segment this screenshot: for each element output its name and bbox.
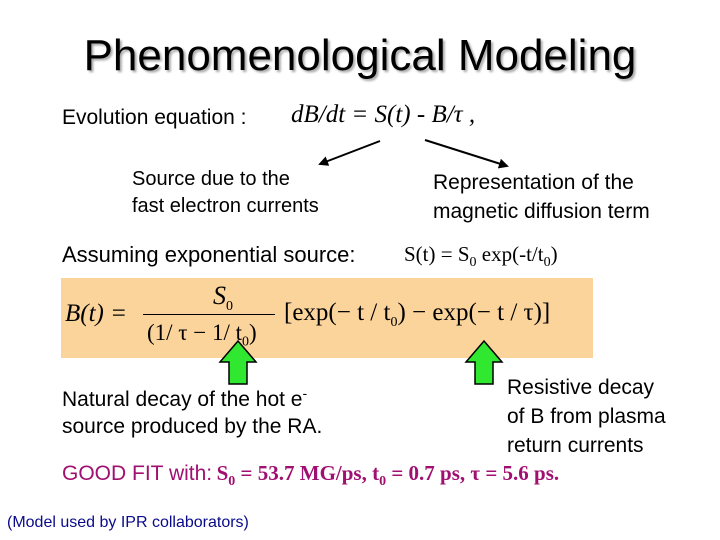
assumption-formula: $S(t) = S_0$ $\exp(-t/t_0)$ — [404, 242, 558, 271]
slide-title: Phenomenological Modeling — [83, 31, 637, 80]
resistive-decay-arrow — [466, 341, 502, 384]
fit-values: $S_0 = 53.7$ MG/ps, $t_0 = 0.7$ ps, τ = 5.6 ps. — [216, 461, 560, 490]
resistive-decay-text — [507, 373, 666, 460]
assumption-label: Assuming exponential source: — [62, 242, 356, 267]
natural-decay-arrow — [220, 341, 256, 384]
diffusion-note-line1: Representation of the — [433, 171, 634, 194]
formula-numerator: $S_0$ — [213, 281, 233, 315]
formula-denominator: (1/ τ − 1/ $t_0$) — [147, 320, 257, 350]
fit-line — [62, 461, 560, 490]
footer-note: (Model used by IPR collaborators) — [7, 514, 249, 531]
evolution-label: Evolution equation : — [62, 106, 247, 129]
evolution-equation: dB/dt = S(t) - B/τ , — [291, 101, 476, 128]
natural-decay-text — [62, 386, 322, 440]
natural-decay-line2: source produced by the RA. — [62, 415, 323, 438]
source-note-line2: fast electron currents — [132, 195, 319, 217]
fit-label: GOOD FIT with: — [62, 462, 213, 485]
formula-lhs: B(t) = — [65, 300, 127, 327]
resistive-decay-line1: Resistive decay — [507, 376, 655, 399]
resistive-decay-line3: return currents — [507, 434, 644, 457]
source-note-line1: Source due to the — [132, 168, 290, 190]
resistive-decay-line2: of B from plasma — [507, 405, 666, 428]
diffusion-note-line2: magnetic diffusion term — [433, 200, 650, 223]
natural-decay-line1: Natural decay of the hot e- — [62, 385, 308, 411]
formula-bracket: $[\exp(- t / t_0) - \exp(- t / \tau)]$ — [284, 299, 551, 330]
